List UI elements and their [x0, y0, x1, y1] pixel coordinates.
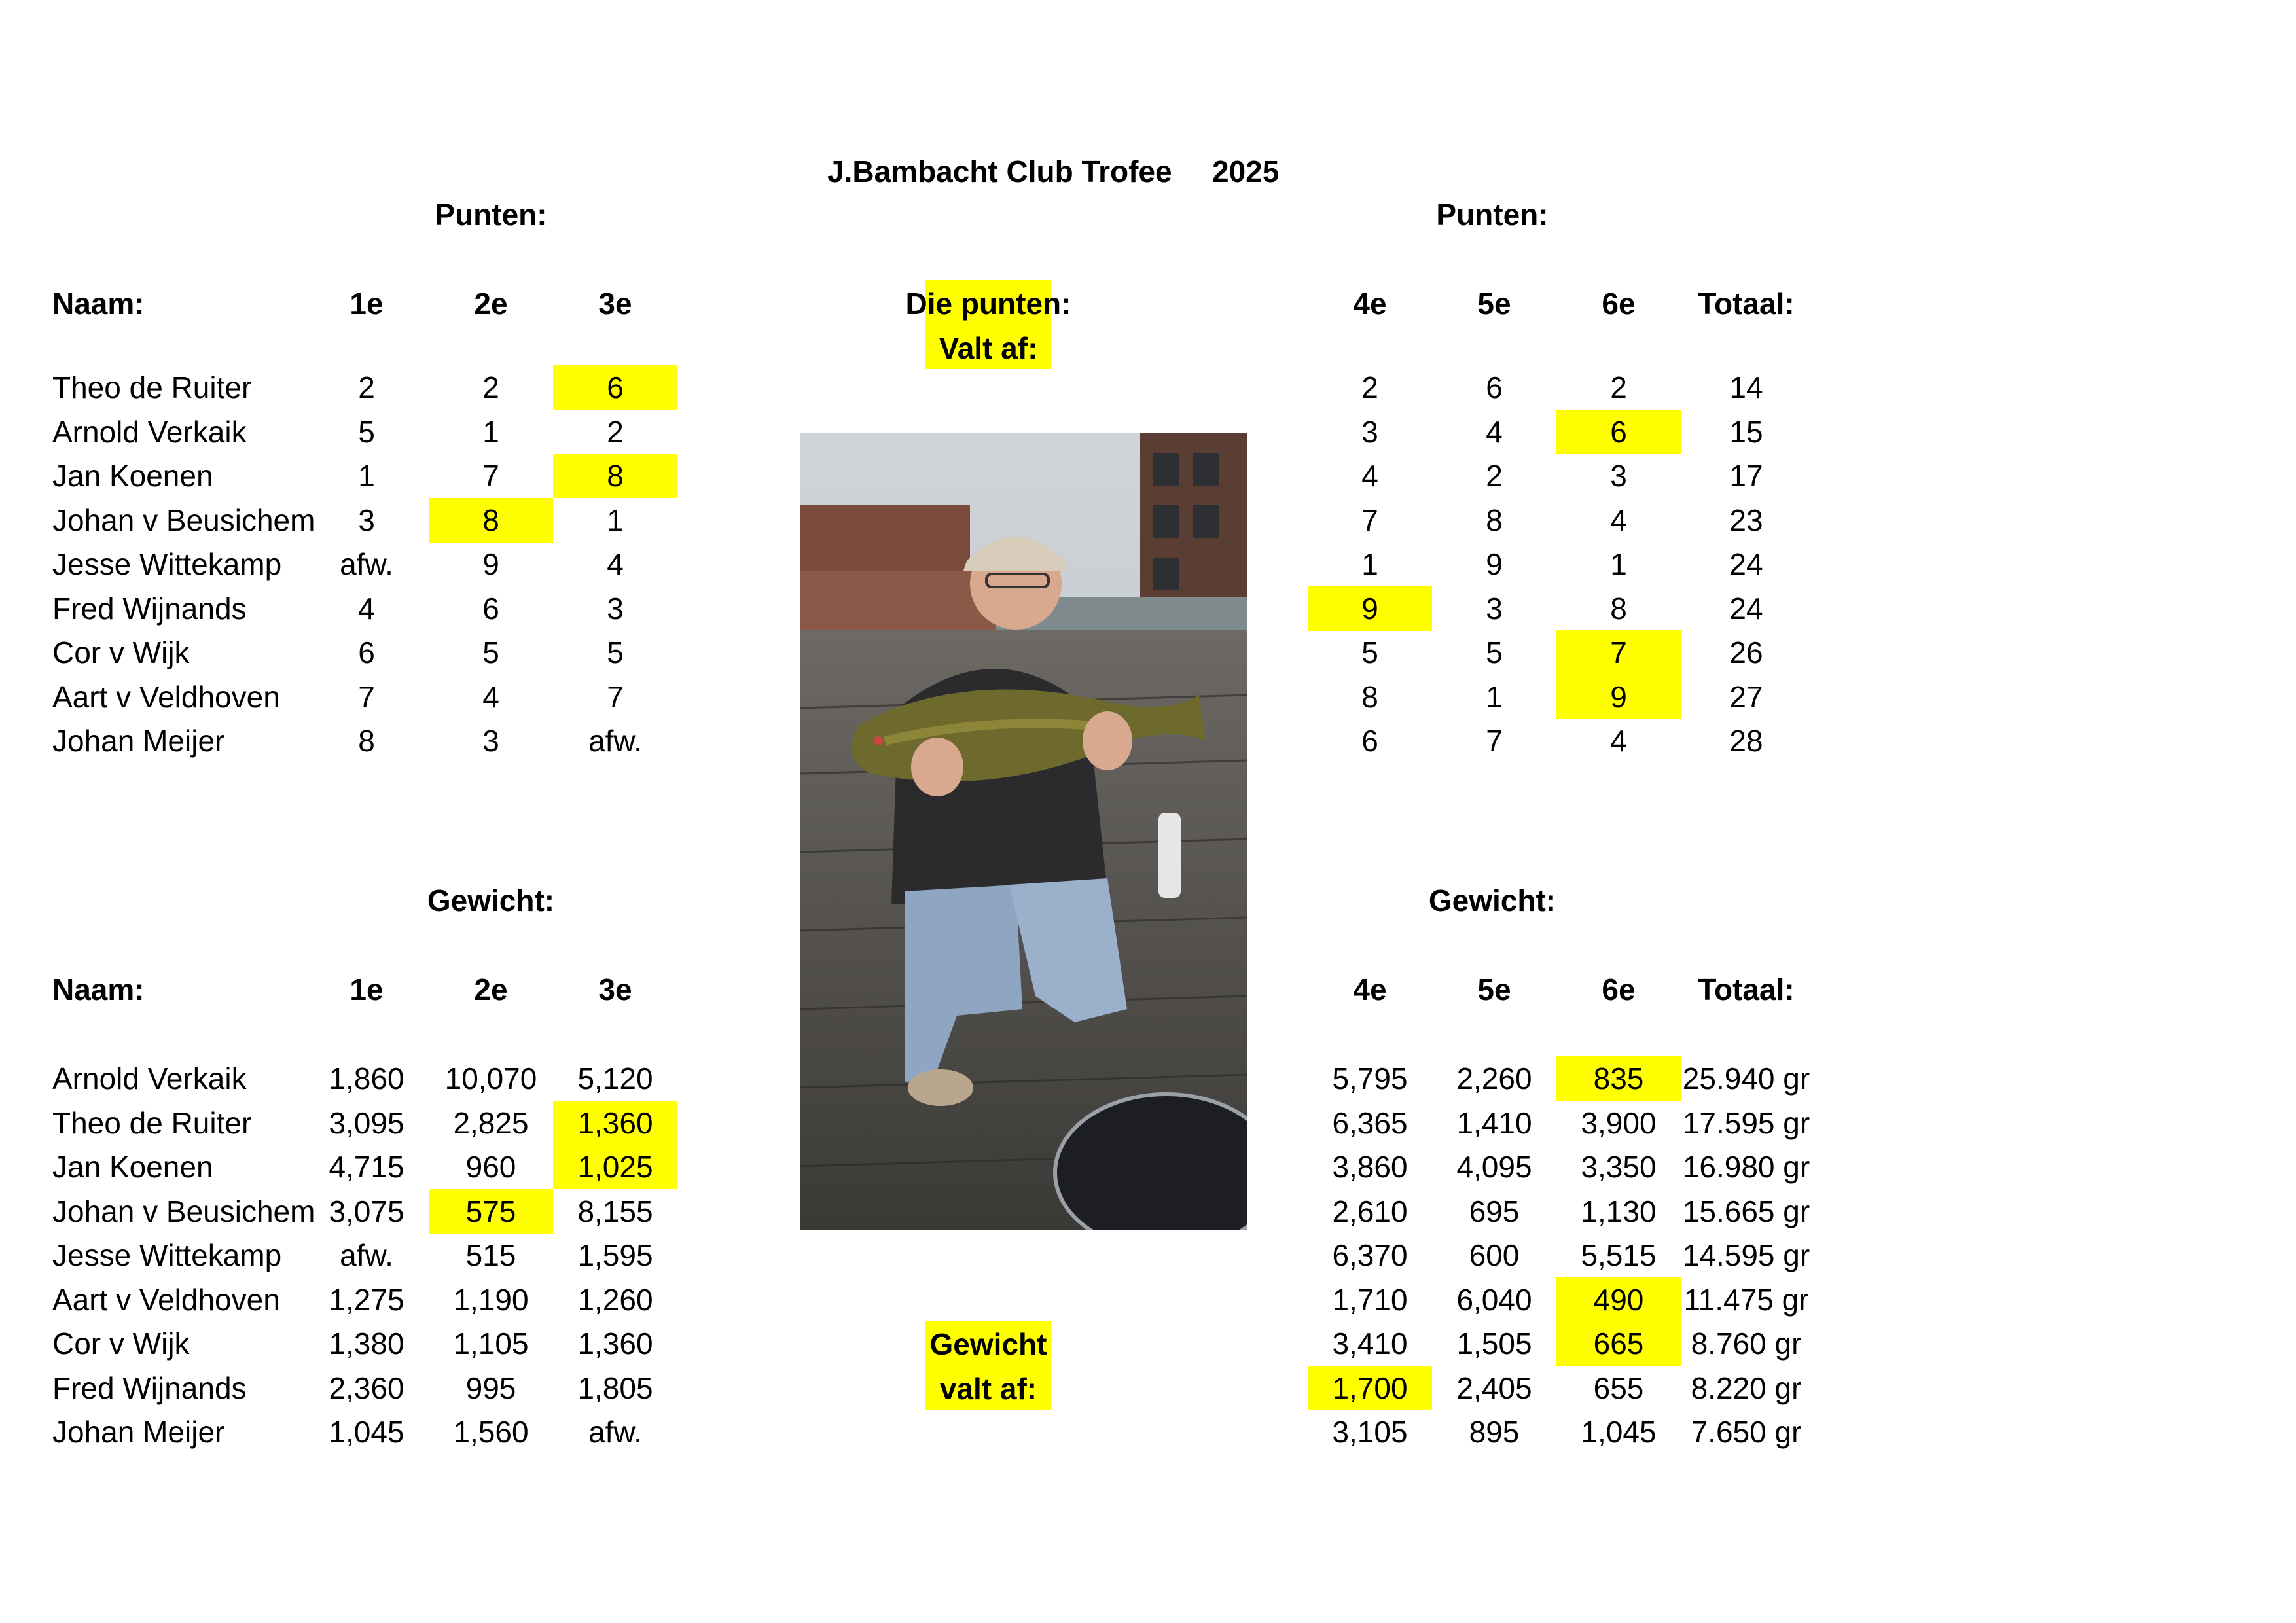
- punten-row-9-r4: 6: [1361, 724, 1378, 758]
- punten-row-6-r2: 6: [482, 591, 499, 626]
- punten-row-8-r3: 7: [607, 679, 624, 714]
- gewicht-row-9-r5: 895: [1469, 1415, 1520, 1449]
- punten-row-1-naam: Theo de Ruiter: [52, 370, 252, 404]
- gewicht-row-4-r4: 2,610: [1332, 1194, 1408, 1228]
- punten-row-8-totaal: 27: [1729, 679, 1763, 714]
- punten-row-1-r3: 6: [607, 370, 624, 404]
- gewicht-row-1-r4: 5,795: [1332, 1061, 1408, 1096]
- punten-row-5-r5: 9: [1486, 547, 1503, 581]
- gewicht-row-7-r5: 1,505: [1456, 1327, 1532, 1361]
- gewicht-row-4-totaal: 15.665 gr: [1682, 1194, 1810, 1228]
- gewicht-row-8-r2: 995: [465, 1370, 516, 1405]
- punten-row-1-r5: 6: [1486, 370, 1503, 404]
- gewicht-header-1e: 1e: [350, 972, 384, 1007]
- gewicht-row-1-r3: 5,120: [577, 1061, 653, 1096]
- punten-row-3-r4: 4: [1361, 459, 1378, 493]
- gewicht-row-8-r3: 1,805: [577, 1370, 653, 1405]
- gewicht-row-3-r5: 4,095: [1456, 1150, 1532, 1184]
- punten-header-4e: 4e: [1353, 287, 1387, 321]
- gewicht-row-7-r6: 665: [1593, 1327, 1644, 1361]
- gewicht-valt-af-line1: Gewicht: [929, 1327, 1047, 1361]
- gewicht-row-7-r2: 1,105: [453, 1327, 529, 1361]
- gewicht-row-2-r2: 2,825: [453, 1105, 529, 1140]
- punten-row-6-r4: 9: [1361, 591, 1378, 626]
- gewicht-row-9-naam: Johan Meijer: [52, 1415, 225, 1449]
- gewicht-row-1-r5: 2,260: [1456, 1061, 1532, 1096]
- punten-row-6-r6: 8: [1610, 591, 1627, 626]
- punten-row-9-r2: 3: [482, 724, 499, 758]
- punten-header-6e: 6e: [1602, 287, 1636, 321]
- gewicht-row-6-r3: 1,260: [577, 1282, 653, 1317]
- punten-row-9-totaal: 28: [1729, 724, 1763, 758]
- punten-row-5-r3: 4: [607, 547, 624, 581]
- punten-row-6-r1: 4: [358, 591, 375, 626]
- punten-row-2-r4: 3: [1361, 414, 1378, 449]
- punten-row-6-r3: 3: [607, 591, 624, 626]
- gewicht-row-3-r2: 960: [465, 1150, 516, 1184]
- punten-label-right: Punten:: [1436, 198, 1549, 232]
- gewicht-header-naam: Naam:: [52, 972, 145, 1007]
- gewicht-row-1-naam: Arnold Verkaik: [52, 1061, 247, 1096]
- punten-row-3-r2: 7: [482, 459, 499, 493]
- gewicht-row-2-r4: 6,365: [1332, 1105, 1408, 1140]
- gewicht-row-5-naam: Jesse Wittekamp: [52, 1238, 282, 1272]
- gewicht-header-totaal: Totaal:: [1698, 972, 1795, 1007]
- punten-row-9-r1: 8: [358, 724, 375, 758]
- punten-row-8-r4: 8: [1361, 679, 1378, 714]
- gewicht-label-right: Gewicht:: [1428, 883, 1556, 918]
- punten-row-8-naam: Aart v Veldhoven: [52, 679, 280, 714]
- punten-row-3-r5: 2: [1486, 459, 1503, 493]
- gewicht-row-4-r2: 575: [465, 1194, 516, 1228]
- punten-header-totaal: Totaal:: [1698, 287, 1795, 321]
- gewicht-row-4-naam: Johan v Beusichem: [52, 1194, 315, 1228]
- gewicht-row-7-naam: Cor v Wijk: [52, 1327, 190, 1361]
- punten-row-2-naam: Arnold Verkaik: [52, 414, 247, 449]
- gewicht-header-3e: 3e: [598, 972, 632, 1007]
- gewicht-row-6-naam: Aart v Veldhoven: [52, 1282, 280, 1317]
- punten-row-5-naam: Jesse Wittekamp: [52, 547, 282, 581]
- punten-row-9-r6: 4: [1610, 724, 1627, 758]
- gewicht-row-6-r6: 490: [1593, 1282, 1644, 1317]
- punten-row-1-r2: 2: [482, 370, 499, 404]
- gewicht-row-5-r5: 600: [1469, 1238, 1520, 1272]
- document-title: J.Bambacht Club Trofee: [827, 154, 1172, 188]
- gewicht-row-6-r4: 1,710: [1332, 1282, 1408, 1317]
- gewicht-row-8-r5: 2,405: [1456, 1370, 1532, 1405]
- punten-row-5-r1: afw.: [340, 547, 393, 581]
- gewicht-row-3-r4: 3,860: [1332, 1150, 1408, 1184]
- gewicht-row-9-r1: 1,045: [329, 1415, 404, 1449]
- punten-row-7-totaal: 26: [1729, 635, 1763, 669]
- gewicht-header-2e: 2e: [474, 972, 508, 1007]
- gewicht-row-8-r4: 1,700: [1332, 1370, 1408, 1405]
- gewicht-row-3-naam: Jan Koenen: [52, 1150, 213, 1184]
- gewicht-row-5-r2: 515: [465, 1238, 516, 1272]
- punten-row-7-r4: 5: [1361, 635, 1378, 669]
- punten-row-3-totaal: 17: [1729, 459, 1763, 493]
- punten-row-7-r6: 7: [1610, 635, 1627, 669]
- angler-photo: [800, 433, 1247, 1230]
- punten-row-4-totaal: 23: [1729, 503, 1763, 537]
- punten-row-5-r2: 9: [482, 547, 499, 581]
- punten-row-5-r4: 1: [1361, 547, 1378, 581]
- punten-row-7-r3: 5: [607, 635, 624, 669]
- punten-row-3-naam: Jan Koenen: [52, 459, 213, 493]
- punten-row-4-r3: 1: [607, 503, 624, 537]
- punten-row-4-r5: 8: [1486, 503, 1503, 537]
- gewicht-row-2-r6: 3,900: [1581, 1105, 1657, 1140]
- gewicht-header-6e: 6e: [1602, 972, 1636, 1007]
- gewicht-row-9-r4: 3,105: [1332, 1415, 1408, 1449]
- punten-row-5-r6: 1: [1610, 547, 1627, 581]
- gewicht-row-6-r5: 6,040: [1456, 1282, 1532, 1317]
- punten-row-7-naam: Cor v Wijk: [52, 635, 190, 669]
- gewicht-row-5-totaal: 14.595 gr: [1682, 1238, 1810, 1272]
- gewicht-row-5-r4: 6,370: [1332, 1238, 1408, 1272]
- gewicht-row-1-totaal: 25.940 gr: [1682, 1061, 1810, 1096]
- gewicht-row-4-r6: 1,130: [1581, 1194, 1657, 1228]
- gewicht-row-7-r4: 3,410: [1332, 1327, 1408, 1361]
- gewicht-header-4e: 4e: [1353, 972, 1387, 1007]
- gewicht-row-1-r1: 1,860: [329, 1061, 404, 1096]
- punten-label-left: Punten:: [435, 198, 547, 232]
- gewicht-row-7-r3: 1,360: [577, 1327, 653, 1361]
- punten-row-8-r5: 1: [1486, 679, 1503, 714]
- gewicht-header-5e: 5e: [1477, 972, 1511, 1007]
- gewicht-row-3-totaal: 16.980 gr: [1682, 1150, 1810, 1184]
- punten-header-5e: 5e: [1477, 287, 1511, 321]
- gewicht-row-8-r6: 655: [1593, 1370, 1644, 1405]
- gewicht-row-7-r1: 1,380: [329, 1327, 404, 1361]
- punten-row-3-r6: 3: [1610, 459, 1627, 493]
- gewicht-label-left: Gewicht:: [427, 883, 555, 918]
- punten-header-naam: Naam:: [52, 287, 145, 321]
- gewicht-row-4-r1: 3,075: [329, 1194, 404, 1228]
- punten-row-8-r2: 4: [482, 679, 499, 714]
- gewicht-row-9-r3: afw.: [588, 1415, 642, 1449]
- punten-row-1-r6: 2: [1610, 370, 1627, 404]
- punten-row-7-r5: 5: [1486, 635, 1503, 669]
- punten-row-7-r1: 6: [358, 635, 375, 669]
- gewicht-row-2-totaal: 17.595 gr: [1682, 1105, 1810, 1140]
- gewicht-row-9-totaal: 7.650 gr: [1691, 1415, 1802, 1449]
- gewicht-row-5-r6: 5,515: [1581, 1238, 1657, 1272]
- punten-row-9-r5: 7: [1486, 724, 1503, 758]
- gewicht-row-2-naam: Theo de Ruiter: [52, 1105, 252, 1140]
- gewicht-row-8-totaal: 8.220 gr: [1691, 1370, 1802, 1405]
- punten-header-3e: 3e: [598, 287, 632, 321]
- punten-row-4-r6: 4: [1610, 503, 1627, 537]
- gewicht-row-9-r6: 1,045: [1581, 1415, 1657, 1449]
- gewicht-row-5-r1: afw.: [340, 1238, 393, 1272]
- punten-row-4-r2: 8: [482, 503, 499, 537]
- punten-row-9-r3: afw.: [588, 724, 642, 758]
- punten-row-3-r3: 8: [607, 459, 624, 493]
- punten-header-2e: 2e: [474, 287, 508, 321]
- gewicht-row-2-r1: 3,095: [329, 1105, 404, 1140]
- die-punten-label: Die punten:: [905, 287, 1071, 321]
- gewicht-row-1-r2: 10,070: [444, 1061, 537, 1096]
- gewicht-row-4-r5: 695: [1469, 1194, 1520, 1228]
- gewicht-valt-af-line2: valt af:: [939, 1372, 1037, 1406]
- punten-row-6-r5: 3: [1486, 591, 1503, 626]
- punten-row-4-naam: Johan v Beusichem: [52, 503, 315, 537]
- gewicht-row-6-r2: 1,190: [453, 1282, 529, 1317]
- punten-row-8-r6: 9: [1610, 679, 1627, 714]
- punten-row-8-r1: 7: [358, 679, 375, 714]
- gewicht-row-2-r3: 1,360: [577, 1105, 653, 1140]
- punten-row-2-r3: 2: [607, 414, 624, 449]
- gewicht-row-3-r3: 1,025: [577, 1150, 653, 1184]
- gewicht-row-1-r6: 835: [1593, 1061, 1644, 1096]
- gewicht-row-4-r3: 8,155: [577, 1194, 653, 1228]
- punten-row-5-totaal: 24: [1729, 547, 1763, 581]
- document-year: 2025: [1212, 154, 1280, 188]
- punten-row-1-r1: 2: [358, 370, 375, 404]
- punten-row-6-naam: Fred Wijnands: [52, 591, 247, 626]
- gewicht-row-6-totaal: 11.475 gr: [1683, 1282, 1809, 1317]
- punten-row-2-r6: 6: [1610, 414, 1627, 449]
- punten-row-7-r2: 5: [482, 635, 499, 669]
- punten-row-6-totaal: 24: [1729, 591, 1763, 626]
- punten-row-3-r1: 1: [358, 459, 375, 493]
- gewicht-row-8-naam: Fred Wijnands: [52, 1370, 247, 1405]
- gewicht-row-3-r6: 3,350: [1581, 1150, 1657, 1184]
- punten-row-2-r2: 1: [482, 414, 499, 449]
- gewicht-row-2-r5: 1,410: [1456, 1105, 1532, 1140]
- gewicht-row-9-r2: 1,560: [453, 1415, 529, 1449]
- punten-row-1-r4: 2: [1361, 370, 1378, 404]
- punten-row-9-naam: Johan Meijer: [52, 724, 225, 758]
- punten-row-2-totaal: 15: [1729, 414, 1763, 449]
- gewicht-row-8-r1: 2,360: [329, 1370, 404, 1405]
- punten-row-4-r4: 7: [1361, 503, 1378, 537]
- punten-row-2-r5: 4: [1486, 414, 1503, 449]
- gewicht-row-3-r1: 4,715: [329, 1150, 404, 1184]
- gewicht-row-6-r1: 1,275: [329, 1282, 404, 1317]
- valt-af-label: Valt af:: [939, 331, 1038, 365]
- punten-row-4-r1: 3: [358, 503, 375, 537]
- punten-row-1-totaal: 14: [1729, 370, 1763, 404]
- gewicht-row-5-r3: 1,595: [577, 1238, 653, 1272]
- punten-header-1e: 1e: [350, 287, 384, 321]
- punten-row-2-r1: 5: [358, 414, 375, 449]
- gewicht-row-7-totaal: 8.760 gr: [1691, 1327, 1802, 1361]
